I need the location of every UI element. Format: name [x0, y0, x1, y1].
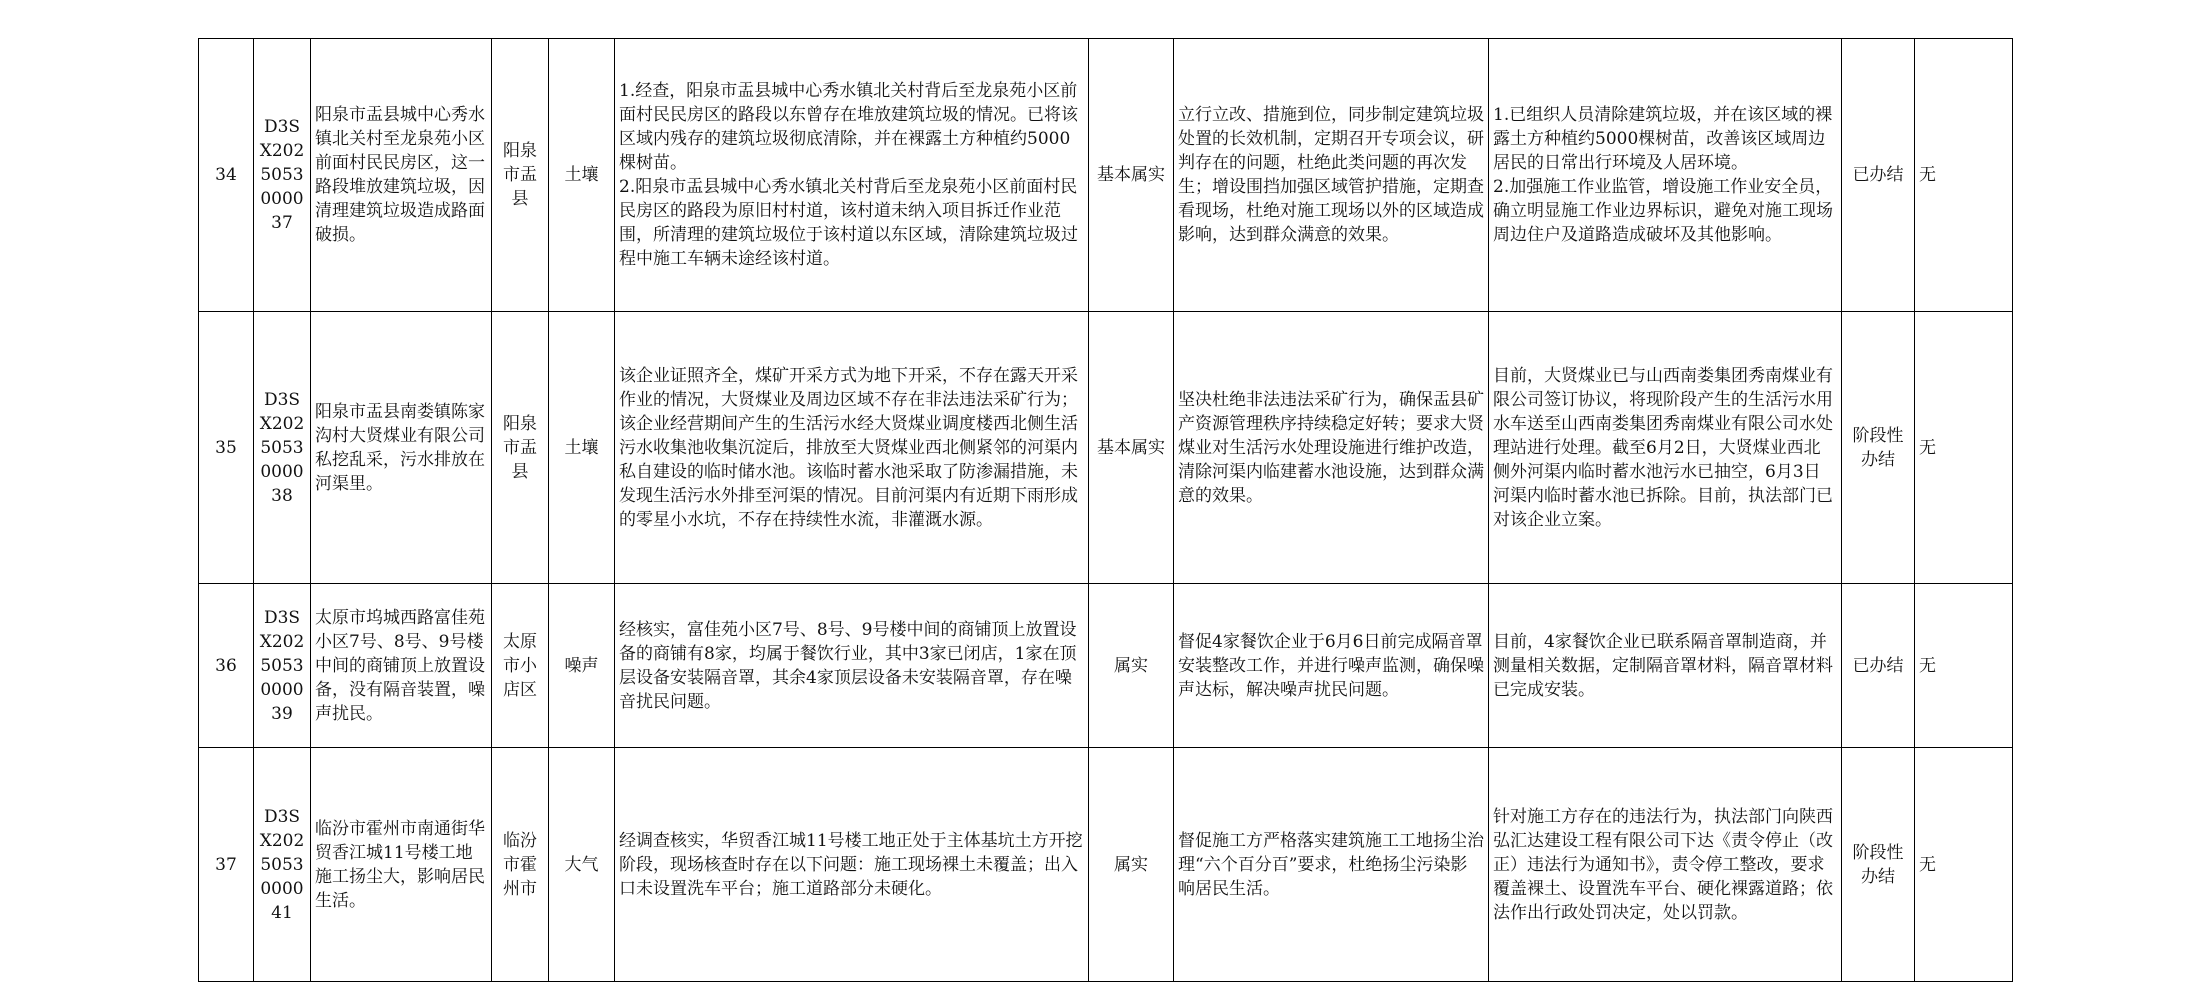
table-row [199, 39, 2013, 312]
pollution-category: 土壤 [549, 39, 615, 312]
progress: 针对施工方存在的违法行为，执法部门向陕西弘汇达建设工程有限公司下达《责令停止（改正）违法行为通知书》，责令停工整改，要求覆盖裸土、设置洗车平台、硬化裸露道路；依法作出行政处罚决定，处以罚款。 [1489, 748, 1842, 982]
case-id: D3SX2025053000041 [254, 748, 311, 982]
row-number: 36 [199, 584, 254, 748]
case-id: D3SX2025053000037 [254, 39, 311, 312]
status: 已办结 [1842, 584, 1915, 748]
case-id: D3SX2025053000039 [254, 584, 311, 748]
verdict: 基本属实 [1089, 312, 1174, 584]
row-number: 35 [199, 312, 254, 584]
case-id: D3SX2025053000038 [254, 312, 311, 584]
progress-text: 1.已组织人员清除建筑垃圾，并在该区域的裸露土方种植约5000棵树苗，改善该区域周边居民的日常出行环境及人居环境。 2.加强施工作业监管，增设施工作业安全员，确立明显施工作业边界标识，避免对施工现场周边住户及道路造成破坏及其他影响。 [1493, 105, 1833, 245]
region: 太原市小店区 [492, 584, 549, 748]
status: 阶段性办结 [1842, 312, 1915, 584]
region: 阳泉市盂县 [492, 312, 549, 584]
region: 阳泉市盂县 [492, 39, 549, 312]
region: 临汾市霍州市 [492, 748, 549, 982]
investigation-findings [615, 39, 1089, 312]
complaint-table [198, 38, 2013, 982]
measures: 坚决杜绝非法违法采矿行为，确保盂县矿产资源管理秩序持续稳定好转；要求大贤煤业对生活污水处理设施进行维护改造，清除河渠内临建蓄水池设施，达到群众满意的效果。 [1174, 312, 1489, 584]
verdict: 属实 [1089, 748, 1174, 982]
pollution-category: 噪声 [549, 584, 615, 748]
accountability: 无 [1915, 584, 2013, 748]
measures: 立行立改、措施到位，同步制定建筑垃圾处置的长效机制，定期召开专项会议，研判存在的问题，杜绝此类问题的再次发生；增设围挡加强区域管护措施，定期查看现场，杜绝对施工现场以外的区域造成影响，达到群众满意的效果。 [1174, 39, 1489, 312]
table-row [199, 748, 2013, 982]
findings-text: 1.经查，阳泉市盂县城中心秀水镇北关村背后至龙泉苑小区前面村民民房区的路段以东曾存在堆放建筑垃圾的情况。已将该区域内残存的建筑垃圾彻底清除，并在裸露土方种植约5000棵树苗。 2.阳泉市盂县城中心秀水镇北关村背后至龙泉苑小区前面村民民房区的路段为原旧村村道，该村道未纳入项目拆迁作业范围，所清理的建筑垃圾位于该村道以东区域，清除建筑垃圾过程中施工车辆未途经该村道。 [619, 81, 1078, 269]
progress: 目前，大贤煤业已与山西南娄集团秀南煤业有限公司签订协议，将现阶段产生的生活污水用水车送至山西南娄集团秀南煤业有限公司水处理站进行处理。截至6月2日，大贤煤业西北侧外河渠内临时蓄水池污水已抽空，6月3日河渠内临时蓄水池已拆除。目前，执法部门已对该企业立案。 [1489, 312, 1842, 584]
verdict: 基本属实 [1089, 39, 1174, 312]
complaint-content: 阳泉市盂县南娄镇陈家沟村大贤煤业有限公司私挖乱采，污水排放在河渠里。 [311, 312, 492, 584]
complaint-content: 临汾市霍州市南通街华贸香江城11号楼工地施工扬尘大，影响居民生活。 [311, 748, 492, 982]
status: 已办结 [1842, 39, 1915, 312]
investigation-findings: 经调查核实，华贸香江城11号楼工地正处于主体基坑土方开挖阶段，现场核查时存在以下问题：施工现场裸土未覆盖；出入口未设置洗车平台；施工道路部分未硬化。 [615, 748, 1089, 982]
pollution-category: 大气 [549, 748, 615, 982]
complaint-content: 太原市坞城西路富佳苑小区7号、8号、9号楼中间的商铺顶上放置设备，没有隔音装置，噪声扰民。 [311, 584, 492, 748]
progress [1489, 39, 1842, 312]
verdict: 属实 [1089, 584, 1174, 748]
status: 阶段性办结 [1842, 748, 1915, 982]
row-number: 37 [199, 748, 254, 982]
accountability: 无 [1915, 312, 2013, 584]
investigation-findings: 该企业证照齐全，煤矿开采方式为地下开采，不存在露天开采作业的情况，大贤煤业及周边区域不存在非法违法采矿行为；该企业经营期间产生的生活污水经大贤煤业调度楼西北侧生活污水收集池收集沉淀后，排放至大贤煤业西北侧紧邻的河渠内私自建设的临时储水池。该临时蓄水池采取了防渗漏措施，未发现生活污水外排至河渠的情况。目前河渠内有近期下雨形成的零星小水坑，不存在持续性水流，非灌溉水源。 [615, 312, 1089, 584]
progress: 目前，4家餐饮企业已联系隔音罩制造商，并测量相关数据，定制隔音罩材料，隔音罩材料已完成安装。 [1489, 584, 1842, 748]
complaint-content: 阳泉市盂县城中心秀水镇北关村至龙泉苑小区前面村民民房区，这一路段堆放建筑垃圾，因清理建筑垃圾造成路面破损。 [311, 39, 492, 312]
measures: 督促4家餐饮企业于6月6日前完成隔音罩安装整改工作，并进行噪声监测，确保噪声达标，解决噪声扰民问题。 [1174, 584, 1489, 748]
table-row [199, 584, 2013, 748]
table-row [199, 312, 2013, 584]
measures: 督促施工方严格落实建筑施工工地扬尘治理“六个百分百”要求，杜绝扬尘污染影响居民生活。 [1174, 748, 1489, 982]
accountability: 无 [1915, 39, 2013, 312]
investigation-findings: 经核实，富佳苑小区7号、8号、9号楼中间的商铺顶上放置设备的商铺有8家，均属于餐饮行业，其中3家已闭店，1家在顶层设备安装隔音罩，其余4家顶层设备未安装隔音罩，存在噪音扰民问题。 [615, 584, 1089, 748]
accountability: 无 [1915, 748, 2013, 982]
pollution-category: 土壤 [549, 312, 615, 584]
row-number: 34 [199, 39, 254, 312]
